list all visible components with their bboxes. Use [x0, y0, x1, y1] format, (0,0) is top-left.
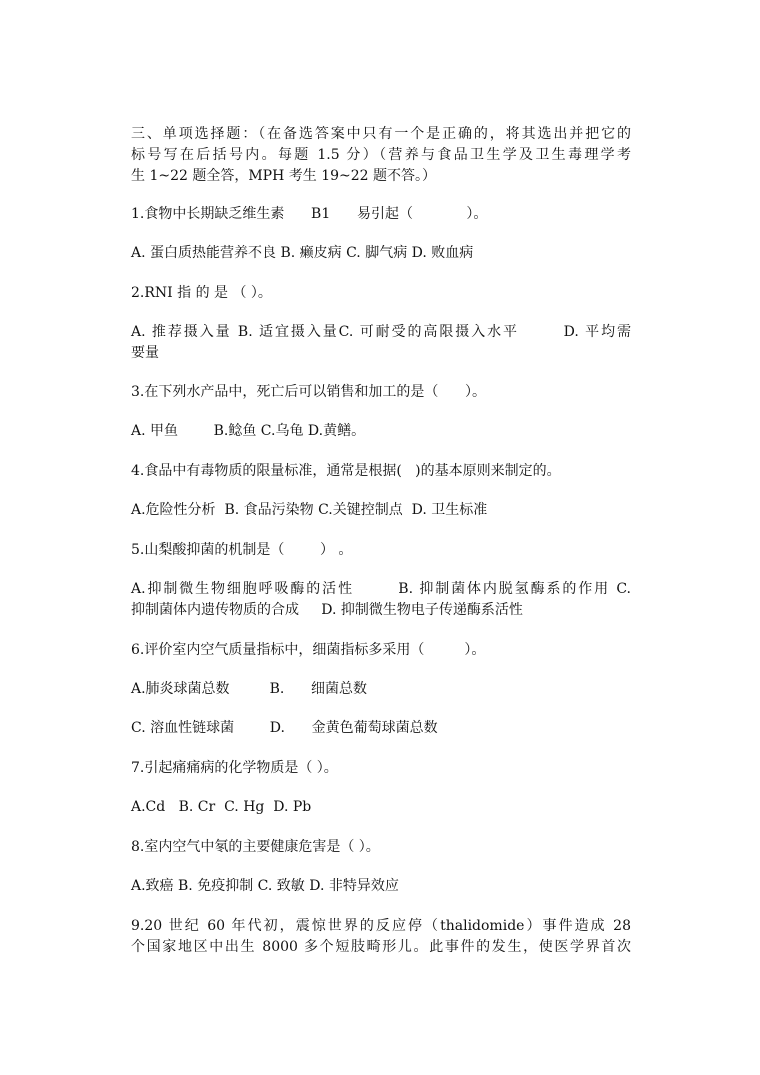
question-3-stem: 3.在下列水产品中，死亡后可以销售和加工的是（ ）。: [131, 384, 487, 400]
question-4-stem: 4.食品中有毒物质的限量标准，通常是根据( )的基本原则来制定的。: [131, 463, 561, 479]
question-5-stem: 5.山梨酸抑菌的机制是（ ） 。: [131, 542, 353, 558]
question-6-options-line-1: A.肺炎球菌总数 B. 细菌总数: [131, 681, 368, 697]
question-8-stem: 8.室内空气中氡的主要健康危害是（ ）。: [131, 839, 380, 855]
question-3-options: A. 甲鱼 B.鲶鱼 C.乌龟 D.黄鳝。: [131, 423, 366, 439]
question-8-options: A.致癌 B. 免疫抑制 C. 致敏 D. 非特异效应: [131, 878, 399, 894]
question-2-stem: 2.RNI 指 的 是 （ ）。: [131, 285, 272, 301]
question-9-stem-line-1: 9.20 世纪 60 年代初，震惊世界的反应停（thalidomide）事件造成 28: [131, 918, 631, 934]
question-6-stem: 6.评价室内空气质量指标中，细菌指标多采用（ ）。: [131, 642, 486, 658]
question-7-options: A.Cd B. Cr C. Hg D. Pb: [131, 799, 312, 815]
question-2-options-line-1: A. 推荐摄入量 B. 适宜摄入量C. 可耐受的高限摄入水平 D. 平均需: [131, 324, 631, 340]
section-intro-line-3: 生 1~22 题全答，MPH 考生 19~22 题不答。）: [131, 168, 437, 184]
question-1-stem: 1.食物中长期缺乏维生素 B1 易引起（ ）。: [131, 206, 488, 222]
question-5-options-line-2: 抑制菌体内遗传物质的合成 D. 抑制微生物电子传递酶系活性: [131, 602, 523, 618]
question-6-options-line-2: C. 溶血性链球菌 D. 金黄色葡萄球菌总数: [131, 720, 438, 736]
question-9-stem-line-2: 个国家地区中出生 8000 多个短肢畸形儿。此事件的发生，使医学界首次: [131, 939, 631, 955]
question-2-options-line-2: 要量: [131, 345, 159, 361]
question-1-options: A. 蛋白质热能营养不良 B. 癞皮病 C. 脚气病 D. 败血病: [131, 245, 474, 261]
question-5-options-line-1: A.抑制微生物细胞呼吸酶的活性 B. 抑制菌体内脱氢酶系的作用 C.: [131, 581, 631, 597]
question-7-stem: 7.引起痛痛病的化学物质是（ ）。: [131, 760, 338, 776]
section-intro-line-2: 标号写在后括号内。每题 1.5 分）（营养与食品卫生学及卫生毒理学考: [131, 147, 631, 163]
question-4-options: A.危险性分析 B. 食品污染物 C.关键控制点 D. 卫生标准: [131, 502, 488, 518]
section-intro-line-1: 三、单项选择题：（在备选答案中只有一个是正确的，将其选出并把它的: [131, 126, 631, 142]
